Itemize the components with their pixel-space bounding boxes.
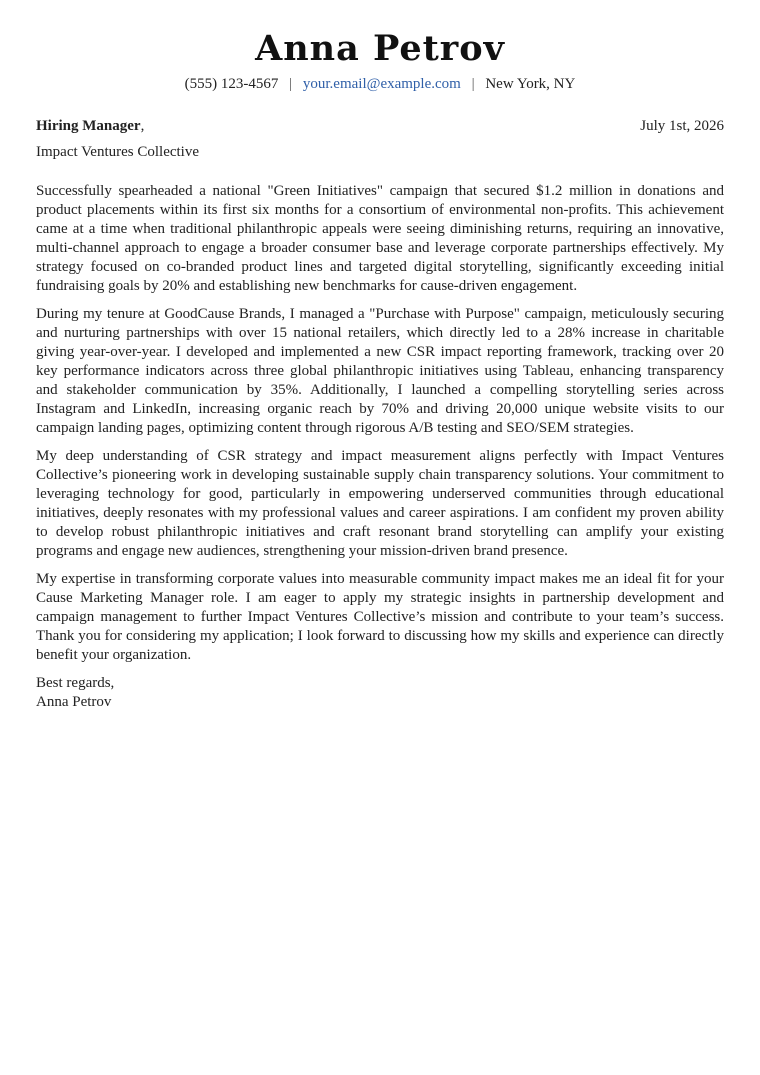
body-paragraph: My deep understanding of CSR strategy and impact measurement aligns perfectly with Impact Ventures Collective’s pioneering work in developing sustainable supply chain transparency solutions. Your commitment to leveraging technology for good, particularly in empowering underserved communities through educational initiatives, deeply resonates with my professional values and career aspirations. I am confident my proven ability to develop robust philanthropic initiatives and craft resonant brand storytelling can amplify your existing programs and engage new audiences, strengthening your mission-driven brand presence. [36,448,724,559]
salutation-punct: , [140,118,145,134]
contact-separator: | [289,76,293,92]
phone-number: (555) 123-4567 [184,76,279,92]
recipient-company: Impact Ventures Collective [36,144,200,160]
contact-line [36,74,724,94]
body-paragraph: Successfully spearheaded a national "Green Initiatives" campaign that secured $1.2 million in donations and product placements within its first six months for a consortium of environmental non-profits. This achievement came at a time when traditional philanthropic appeals were seeing diminishing returns, requiring an innovative, multi-channel approach to engage a broader consumer base and leverage corporate partnerships effectively. My strategy focused on co-branded product lines and targeted digital storytelling, significantly exceeding initial fundraising goals by 20% and establishing new benchmarks for cause-driven engagement. [36,183,724,294]
closing-block [36,674,724,712]
recipient-row [36,116,724,136]
location: New York, NY [485,76,576,92]
letter-body [36,182,724,665]
recipient-name: Hiring Manager [36,118,141,134]
email-link[interactable]: your.email@example.com [302,76,461,92]
body-paragraph: My expertise in transforming corporate values into measurable community impact makes me an ideal fit for your Cause Marketing Manager role. I am eager to apply my strategic insights in partnership development and campaign management to further Impact Ventures Collective’s mission and contribute to your team’s success. Thank you for considering my application; I look forward to discussing how my skills and experience can directly benefit your organization. [36,571,724,663]
salutation [36,116,144,136]
contact-separator: | [471,76,475,92]
signature: Anna Petrov [36,694,112,710]
sign-off: Best regards, [36,675,115,691]
letter-date: July 1st, 2026 [640,118,724,134]
body-paragraph: During my tenure at GoodCause Brands, I managed a "Purchase with Purpose" campaign, meticulously securing and nurturing partnerships with over 15 national retailers, which directly led to a 28% increase in charitable giving year-over-year. I developed and implemented a new CSR impact reporting framework, tracking over 20 key performance indicators across three global philanthropic initiatives using Tableau, enhancing transparency and stakeholder communication by 35%. Additionally, I launched a compelling storytelling series across Instagram and LinkedIn, increasing organic reach by 70% and driving 20,000 unique website visits to our campaign landing pages, optimizing content through rigorous A/B testing and SEO/SEM strategies. [36,306,724,436]
applicant-name: Anna Petrov [255,28,505,69]
